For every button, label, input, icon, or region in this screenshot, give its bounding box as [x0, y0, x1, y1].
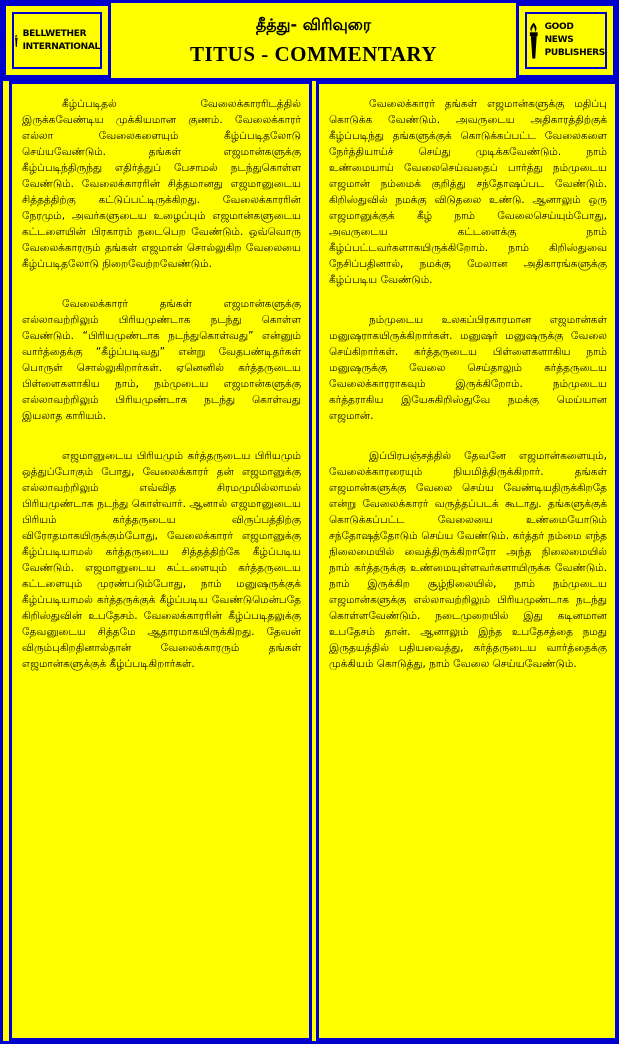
- good-news-logo: [516, 3, 616, 78]
- page-title-tamil: தீத்து- விரிவுரை: [255, 15, 372, 34]
- torch-icon: [14, 21, 19, 61]
- paragraph: வேலைக்காரர் தங்கள் எஜமான்களுக்கு மதிப்பு கொடுக்க வேண்டும். அவருடைய அதிகாரத்திற்குக் கீழ்ப்படிந்து தங்களுக்குக் கொடுக்கப்பட்ட வேலைகளை நேர்த்தியாய்ச் செய்து முடிக்கவேண்டும். நாம் உண்மையாய் வேலைசெய்வதைப் பார்த்து நம்முடைய எஜமான் நம்மைக் குறித்து சந்தோஷப்பட வேண்டும். கிறிஸ்துவில் நமக்கு விடுதலை உண்டு. ஆனாலும் ஒரு எஜமானுக்குக் கீழ் நாம் வேலைசெய்யும்போது, அவருடைய கட்டளைக்கு நாம் கீழ்ப்பட்டவர்களாகயிருக்கிறோம். நாம் கிறிஸ்துவை நேசிப்பதினால், நமக்கு மேலான அதிகாரங்களுக்கு கீழ்ப்படிய வேண்டும்.: [329, 98, 607, 286]
- paragraph: கீழ்ப்படிதல் வேலைக்காரரிடத்தில் இருக்கவேண்டிய முக்கியமான குணம். வேலைக்காரர் எல்லா வேலைகளையும் கீழ்ப்படிதலோடு செய்யவேண்டும். தங்கள் எஜமான்களுக்கு கீழ்ப்படிந்திருந்து எதிர்த்துப் பேசாமல் நடந்துகொள்ள வேண்டும். வேலைக்காரரின் சித்தமானது எஜமானுடைய சித்தத்திற்கு கட்டுப்பட்டிருக்கிறது. வேலைக்காரரின் நேரமும், அவர்களுடைய உழைப்பும் எஜமான்களுடைய கட்டளையின் பிரகாரம் நடைபெற வேண்டும். ஒவ்வொரு வேலைக்காரரும் தங்கள் எஜமான் சொல்லுகிற வேலையை கீழ்ப்படிதலோடு நிறைவேற்றவேண்டும்.: [22, 98, 301, 270]
- paragraph: வேலைக்காரர் தங்கள் எஜமான்களுக்கு எல்லாவற்றிலும் பிரியமுண்டாக நடந்து கொள்ள வேண்டும். “பிரியமுண்டாக நடந்துகொள்வது” என்னும் வார்த்தைக்கு “கீழ்ப்படிவது” என்று வேதபண்டிதர்கள் பொருள் சொல்லுகிறார்கள். ஏனெனில் கர்த்தருடைய பிள்ளைகளாகிய நாம், நம்முடைய எஜமான்களுக்கு எல்லாவற்றிலும் பிரியமுண்டாக நடந்து கொள்வது இயலாத காரியம்.: [22, 298, 301, 422]
- bellwether-logo: [3, 3, 111, 78]
- page-title-english: TITUS - COMMENTARY: [189, 42, 438, 66]
- header: [3, 3, 616, 81]
- logo-right-line2: PUBLISHERS: [544, 48, 605, 58]
- title-block: [111, 3, 516, 78]
- logo-left-line1: BELLWETHER: [22, 28, 87, 39]
- paragraph: எஜமானுடைய பிரியமும் கர்த்தருடைய பிரியமும் ஒத்துப்போகும் போது, வேலைக்காரர் தன் எஜமானுக்கு எல்லாவற்றிலும் எவ்வித சிரமமுமில்லாமல் பிரியமுண்டாக நடந்து கொள்வார். ஆனால் எஜமானுடைய பிரியம் கர்த்தருடைய விருப்பத்திற்கு விரோதமாகயிருக்கும்போது, வேலைக்காரர் எஜமானுக்கு கீழ்ப்படியாமல் கர்த்தருடைய சித்தத்திற்கே கீழ்ப்படிய வேண்டும். எஜமானுடைய கட்டளையும் கர்த்தருடைய கட்டளையும் முரண்படும்போது, நாம் மனுஷருக்குக் கீழ்ப்படியாமல் கர்த்தருக்குக் கீழ்ப்படிய வேண்டுமென்பதே கிறிஸ்துவின் உபதேசம். வேலைக்காரரின் கீழ்ப்படிதலுக்கு தேவனுடைய சித்தமே ஆதாரமாகயிருக்கிறது. தேவன் விரும்புகிறதினால்தான் வேலைக்காரரும் தங்கள் எஜமான்களுக்குக் கீழ்ப்படிகிறார்கள்.: [22, 450, 301, 670]
- left-column: [9, 81, 312, 1041]
- right-column: [316, 81, 618, 1041]
- torch-icon: [527, 21, 541, 61]
- logo-right-line1: GOOD NEWS: [544, 22, 574, 45]
- logo-left-line2: INTERNATIONAL: [22, 41, 100, 52]
- paragraph: இப்பிரபஞ்சத்தில் தேவனே எஜமான்களையும், வேலைக்காரரையும் நியமித்திருக்கிறார். தங்கள் எஜமான்களுக்கு வேலை செய்ய வேண்டியதிருக்கிறதே என்று வேலைக்காரர் வருத்தப்படக் கூடாது. தங்களுக்குக் கொடுக்கப்பட்ட வேலையை உண்மையோடும் சந்தோஷத்தோடும் செய்ய வேண்டும். கர்த்தர் நம்மை எந்த நிலைமையில் வைத்திருக்கிறாரோ அந்த நிலைமையில் நாம் கர்த்தருக்கு உண்மையுள்ளவர்களாயிருக்க வேண்டும். நாம் இருக்கிற சூழ்நிலையில், நாம் நம்முடைய எஜமான்களுக்கு எல்லாவற்றிலும் பிரியமுண்டாக நடந்து கொள்ளவேண்டும். நடைமுறையில் இது கடினமான உபதேசம் தான். ஆனாலும் இந்த உபதேசத்தை நமது இருதயத்தில் பதியவைத்து, கர்த்தருடைய வார்த்தைக்கு முக்கியம் கொடுத்து, நாம் வேலை செய்யவேண்டும்.: [329, 450, 607, 670]
- paragraph: நம்முடைய உலகப்பிரகாரமான எஜமான்கள் மனுஷராகயிருக்கிறார்கள். மனுஷர் மனுஷருக்கு வேலை செய்கிறார்கள். கர்த்தருடைய பிள்ளைகளாகிய நாம் மனுஷருக்கு வேலை செய்தாலும் கர்த்தருடைய வேலைக்காரராகவும் இருக்கிறோம். நம்முடைய கர்த்தராகிய இயேசுகிறிஸ்துவே நமக்கு மெய்யான எஜமான்.: [329, 314, 607, 422]
